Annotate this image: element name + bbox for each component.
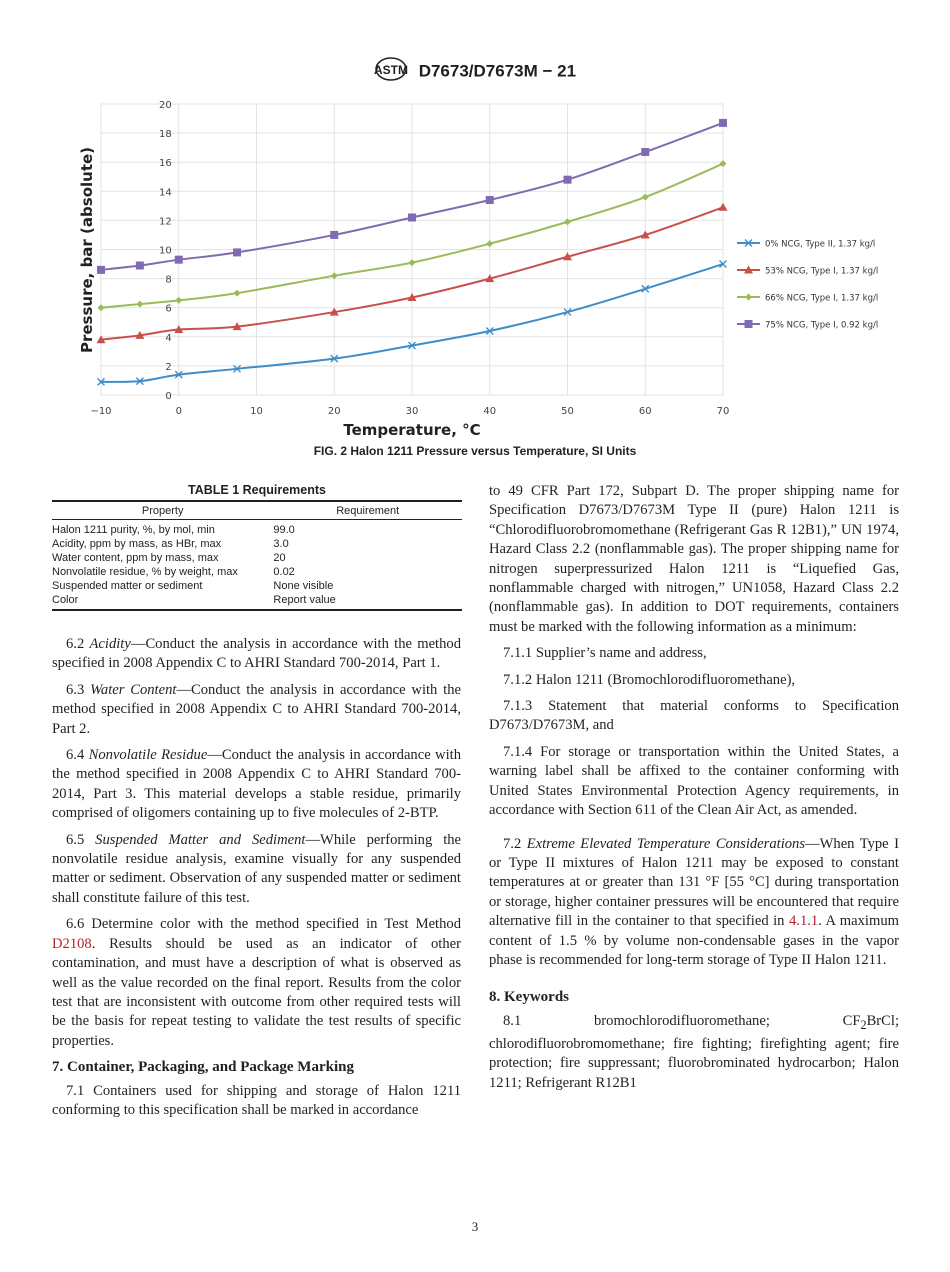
paragraph-7-1-3: 7.1.3 Statement that material conforms to Specification D7673/D7673M, and [489, 698, 899, 734]
y-tick-label: 18 [159, 129, 172, 141]
data-point-marker [641, 148, 649, 156]
standard-designation: D7673/D7673M − 21 [418, 61, 577, 81]
astm-logo-icon [374, 56, 408, 87]
data-point-marker [234, 290, 241, 297]
table-cell: Water content, ppm by mass, max [52, 552, 219, 564]
table-row [52, 565, 462, 579]
y-tick-label: 2 [165, 361, 172, 373]
paragraph-7-1-continued: to 49 CFR Part 172, Subpart D. The proper shipping name for Specification D7673/D7673M Type II (pure) Halon 1211 is “Chlorodifluorobromomethane (Refrigerant Gas R 12B1),” UN 1974, Hazard Class 2.2 (nonflammable gas). The proper shipping name for nitrogen superpressurized Halon 1211 is “Liquefied Gas, nonflammable charged with nitrogen,” UN1058, Hazard Class 2.2 (nonflammable gas). In addition to DOT requirements, containers must be marked with the following information as a minimum: [489, 483, 899, 635]
legend-label: 53% NCG, Type I, 1.37 kg/l [765, 266, 879, 277]
paragraph-6-4: 6.4 Nonvolatile Residue—Conduct the analysis in accordance with the method specified in 2008 Appendix C to AHRI Standard 700-2014, Part 3. This material develops a stable residue, primarily comprised of oligomers containing up to five molecules of 2-BTP. [52, 747, 461, 822]
data-point-marker [233, 248, 241, 256]
legend-marker-icon [745, 320, 753, 328]
table-cell: Halon 1211 purity, %, by mol, min [52, 524, 215, 536]
data-point-marker [136, 262, 144, 270]
x-tick-label: 50 [561, 406, 574, 417]
x-axis-label: Temperature, °C [343, 421, 481, 439]
table-title: TABLE 1 Requirements [188, 483, 326, 497]
section-8-heading: 8. Keywords [489, 989, 569, 1006]
paragraph-7-1: 7.1 Containers used for shipping and storage of Halon 1211 conforming to this specification shall be marked in accordance [52, 1082, 461, 1118]
paragraph-6-5: 6.5 Suspended Matter and Sediment—While performing the nonvolatile residue analysis, examine visually for any suspended matter or sediment. Observation of any suspended matter or sediment shall constitute failure of this test. [52, 831, 462, 906]
data-point-marker [330, 231, 338, 239]
table-cell: Color [52, 593, 273, 610]
section-7-heading: 7. Container, Packaging, and Package Marking [52, 1059, 354, 1076]
table-cell: 20 [273, 552, 286, 564]
legend-label: 75% NCG, Type I, 0.92 kg/l [765, 320, 879, 331]
table-cell: Suspended matter or sediment [52, 580, 203, 592]
x-tick-label: 10 [250, 406, 263, 417]
data-point-marker [486, 196, 494, 204]
table-cell: 0.02 [273, 566, 295, 578]
table-cell: None visible [273, 580, 334, 592]
data-point-marker [136, 301, 143, 308]
data-point-marker [719, 203, 728, 211]
page-number: 3 [471, 1219, 479, 1234]
legend-label: 0% NCG, Type II, 1.37 kg/l [765, 239, 876, 250]
data-point-marker [175, 256, 183, 264]
data-point-marker [564, 176, 572, 184]
paragraph-7-1-2: 7.1.2 Halon 1211 (Bromochlorodifluoromethane), [503, 671, 796, 688]
y-tick-label: 12 [159, 216, 172, 228]
y-tick-label: 6 [165, 303, 172, 315]
table-cell: Report value [273, 593, 462, 610]
x-tick-label: −10 [90, 406, 112, 417]
x-tick-label: 20 [327, 406, 341, 417]
y-tick-label: 0 [165, 391, 172, 402]
y-tick-label: 14 [159, 187, 172, 199]
x-tick-label: 0 [175, 406, 182, 417]
legend-label: 66% NCG, Type I, 1.37 kg/l [765, 293, 879, 304]
x-tick-label: 60 [638, 406, 652, 417]
page-header [0, 56, 950, 87]
link-d2108[interactable]: D2108 [52, 935, 92, 952]
paragraph-6-3: 6.3 Water Content—Conduct the analysis in accordance with the method specified in 2008 Appendix C to AHRI Standard 700-2014, Part 2. [52, 681, 462, 737]
figure-caption: FIG. 2 Halon 1211 Pressure versus Temperature, SI Units [313, 444, 637, 458]
table-header-requirement: Requirement [273, 501, 462, 520]
data-point-marker [486, 240, 493, 247]
paragraph-7-1-1: 7.1.1 Supplier’s name and address, [503, 645, 707, 662]
table-cell: 3.0 [273, 538, 289, 550]
table-header-property: Property [52, 501, 273, 520]
data-point-marker [98, 304, 105, 311]
y-tick-label: 4 [165, 332, 172, 344]
paragraph-7-1-4: 7.1.4 For storage or transportation within the United States, a warning label shall be affixed to the container conforming with United States Environmental Protection Agency requirements, in accordance with Section 611 of the Clean Air Act, as amended. [489, 743, 899, 819]
paragraph-6-2: 6.2 Acidity—Conduct the analysis in accordance with the method specified in 2008 Appendix C to AHRI Standard 700-2014, Part 1. [52, 636, 462, 672]
pressure-temperature-chart [60, 92, 900, 442]
data-point-marker [175, 297, 182, 304]
data-point-marker [719, 119, 727, 127]
right-column [489, 482, 899, 1100]
paragraph-8-1: 8.1 bromochlorodifluoromethane; $CF_2BrCl$; chlorodifluorobromomethane; fire fighting; firefighting agent; fire protection; fire suppressant; fluorobrominated hydrocarbon; Halon 1211; Refrigerant R12B1 [489, 1012, 899, 1091]
requirements-table [52, 500, 462, 611]
link-4-1-1[interactable]: 4.1.1 [789, 913, 819, 930]
paragraph-6-6: 6.6 Determine color with the method specified in Test Method D2108. Results should be used as an indicator of other contamination, and must have a description of what is observed as well as the value recorded on the final report. Results from the color test that are inconsistent with outcome from other required tests will be the basis for repeat testing to validate the test results of specific properties. [52, 916, 461, 1049]
table-row [52, 593, 462, 610]
left-column [52, 635, 461, 1127]
table-cell: 99.0 [273, 524, 295, 536]
data-point-marker [564, 218, 571, 225]
table-row [52, 551, 462, 565]
paragraph-7-2: 7.2 Extreme Elevated Temperature Considerations—When Type I or Type II mixtures of Halon 1211 may be exposed to constant temperatures at or greater than 131 °F [55 °C] during transportation or storage, higher container pressures will be encountered that require alternative fill in the container to that specified in 4.1.1. A maximum content of 1.5 % by volume non-condensable gases in the vapor phase is recommended for long-term storage of Type II Halon 1211. [489, 835, 900, 968]
table-row [52, 579, 462, 593]
data-point-marker [408, 213, 416, 221]
x-tick-label: 30 [405, 406, 419, 417]
x-tick-label: 70 [716, 406, 730, 417]
y-tick-label: 10 [159, 245, 172, 257]
data-point-marker [409, 259, 416, 266]
y-tick-label: 16 [159, 158, 172, 170]
legend-marker-icon [745, 294, 752, 301]
y-tick-label: 8 [165, 274, 172, 286]
table-row [52, 520, 462, 538]
data-point-marker [642, 194, 649, 201]
table-row [52, 537, 462, 551]
y-axis-label: Pressure, bar (absolute) [78, 146, 96, 354]
data-point-marker [720, 160, 727, 167]
y-tick-label: 20 [159, 100, 172, 111]
table-cell: Acidity, ppm by mass, as HBr, max [52, 538, 222, 550]
svg-text:ASTM: ASTM [373, 63, 408, 77]
table-cell: Nonvolatile residue, % by weight, max [52, 566, 238, 578]
x-tick-label: 40 [483, 406, 497, 417]
data-point-marker [97, 266, 105, 274]
